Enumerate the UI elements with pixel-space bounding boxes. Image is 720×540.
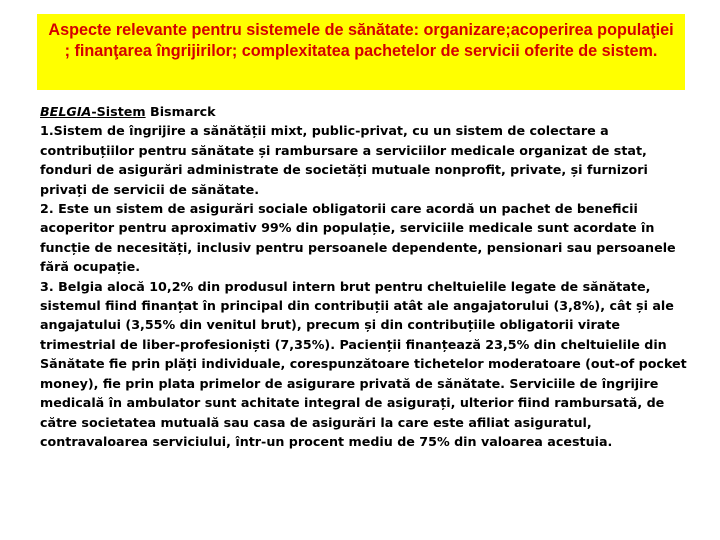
- section-heading: [40, 102, 690, 121]
- country-name: BELGIA: [40, 104, 92, 119]
- system-word: Sistem: [96, 104, 146, 119]
- paragraph-2: 2. Este un sistem de asigurări sociale obligatorii care acordă un pachet de beneficii acoperitor pentru aproximativ 99% din populație, serviciile medicale sunt acordate în funcție de necesități, inclusiv pentru persoanele dependente, pensionari sau persoanele fără ocupație.: [40, 201, 676, 275]
- slide-title: Aspecte relevante pentru sistemele de sănătate: organizare;acoperirea populaţiei ; finanţarea îngrijirilor; complexitatea pachetelor de servicii oferite de sistem.: [48, 21, 674, 60]
- slide-content: [40, 102, 690, 451]
- system-name: Bismarck: [145, 104, 216, 119]
- title-box: [37, 14, 685, 90]
- paragraph-1: 1.Sistem de îngrijire a sănătății mixt, public-privat, cu un sistem de colectare a contribuțiilor pentru sănătate și rambursare a serviciilor medicale organizat de stat, fonduri de asigurări administrate de societăți mutuale nonprofit, private, și furnizori privați de servicii de sănătate.: [40, 123, 648, 197]
- heading-separator: -: [91, 104, 97, 119]
- paragraph-3: 3. Belgia alocă 10,2% din produsul intern brut pentru cheltuielile legate de sănătate, sistemul fiind finanțat în principal din contribuții atât ale angajatorului (3,8%), cât și ale angajatului (3,55% din venitul brut), precum și din contribuțiile obligatorii virate trimestrial de liber-profesioniști (7,35%). Pacienții finanțează 23,5% din cheltuielile din Sănătate fie prin plăți individuale, corespunzătoare tichetelor moderatoare (out-of pocket money), fie prin plata primelor de asigurare privată de sănătate. Serviciile de îngrijire medicală în ambulator sunt achitate integral de asigurați, ulterior fiind rambursată, de către societatea mutuală sau casa de asigurări la care este afiliat asiguratul, contravaloarea serviciului, într-un procent mediu de 75% din valoarea acestuia.: [40, 278, 687, 449]
